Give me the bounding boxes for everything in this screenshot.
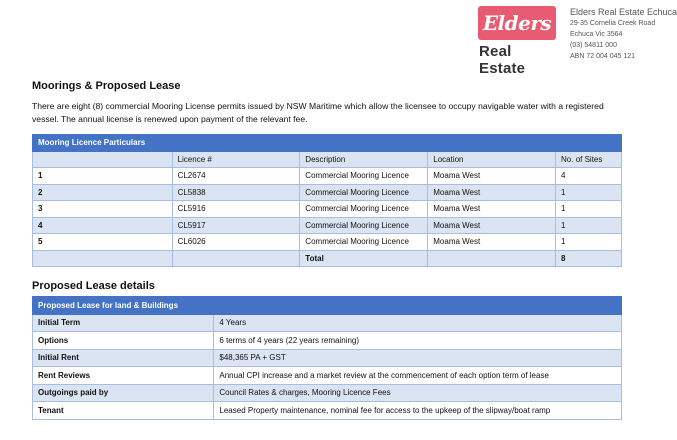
total-label: Total — [300, 250, 428, 267]
table-cell: 1 — [556, 234, 622, 251]
lease-value: Annual CPI increase and a market review at the commencement of each option term of lease — [214, 367, 622, 385]
table-row — [33, 314, 622, 332]
lease-label: Initial Term — [33, 314, 214, 332]
table-row — [33, 332, 622, 350]
table-cell: CL5917 — [172, 217, 300, 234]
agency-line: ABN 72 004 045 121 — [570, 53, 635, 60]
table-cell: Moama West — [428, 184, 556, 201]
table-title-row — [33, 297, 622, 315]
table-row — [33, 384, 622, 402]
agency-details — [570, 7, 677, 62]
elders-logo — [478, 6, 556, 40]
table-cell: 3 — [33, 201, 173, 218]
table-row — [33, 234, 622, 251]
lease-value: 4 Years — [214, 314, 622, 332]
lease-value: $48,365 PA + GST — [214, 349, 622, 367]
lease-value: 6 terms of 4 years (22 years remaining) — [214, 332, 622, 350]
agency-line: (03) 54811 000 — [570, 42, 617, 49]
mooring-licence-table — [32, 134, 622, 267]
table-row — [33, 184, 622, 201]
table-cell: 1 — [556, 184, 622, 201]
table-cell: Commercial Mooring Licence — [300, 184, 428, 201]
table-cell: Commercial Mooring Licence — [300, 168, 428, 185]
table-cell: CL6026 — [172, 234, 300, 251]
total-value: 8 — [556, 250, 622, 267]
table-cell: Moama West — [428, 168, 556, 185]
logo-subtitle: Real Estate — [479, 43, 526, 77]
table-cell: 4 — [33, 217, 173, 234]
moorings-title: Moorings & Proposed Lease — [32, 80, 181, 92]
table-cell — [428, 250, 556, 267]
table-cell: 2 — [33, 184, 173, 201]
table-title: Mooring Licence Particulars — [33, 135, 622, 152]
column-header: Description — [300, 151, 428, 168]
logo-text: Elders — [482, 11, 552, 35]
proposed-lease-table — [32, 296, 622, 420]
agency-line: 29-35 Cornelia Creek Road — [570, 20, 656, 27]
column-header: No. of Sites — [556, 151, 622, 168]
table-cell: 1 — [556, 217, 622, 234]
table-row — [33, 168, 622, 185]
table-cell: Commercial Mooring Licence — [300, 201, 428, 218]
table-cell: Moama West — [428, 217, 556, 234]
column-header: Location — [428, 151, 556, 168]
lease-label: Initial Rent — [33, 349, 214, 367]
table-cell: CL5916 — [172, 201, 300, 218]
lease-label: Options — [33, 332, 214, 350]
lease-label: Outgoings paid by — [33, 384, 214, 402]
agency-line: Echuca Vic 3564 — [570, 31, 623, 38]
table-cell: Moama West — [428, 201, 556, 218]
table-cell — [172, 250, 300, 267]
lease-title: Proposed Lease details — [32, 280, 155, 292]
column-header — [33, 151, 173, 168]
table-cell: Moama West — [428, 234, 556, 251]
agency-line: Elders Real Estate Echuca — [570, 7, 677, 17]
table-title-row — [33, 135, 622, 152]
lease-value: Leased Property maintenance, nominal fee for access to the upkeep of the slipway/boat ramp — [214, 402, 622, 420]
lease-label: Rent Reviews — [33, 367, 214, 385]
table-cell: 4 — [556, 168, 622, 185]
lease-value: Council Rates & charges, Mooring Licence Fees — [214, 384, 622, 402]
table-row — [33, 402, 622, 420]
table-title: Proposed Lease for land & Buildings — [33, 297, 622, 315]
table-row — [33, 367, 622, 385]
table-cell: CL2674 — [172, 168, 300, 185]
table-cell — [33, 250, 173, 267]
table-cell: 1 — [556, 201, 622, 218]
table-cell: Commercial Mooring Licence — [300, 217, 428, 234]
table-cell: Commercial Mooring Licence — [300, 234, 428, 251]
table-total-row — [33, 250, 622, 267]
table-row — [33, 349, 622, 367]
column-header: Licence # — [172, 151, 300, 168]
lease-label: Tenant — [33, 402, 214, 420]
table-cell: CL5838 — [172, 184, 300, 201]
table-cell: 1 — [33, 168, 173, 185]
table-header-row — [33, 151, 622, 168]
table-row — [33, 201, 622, 218]
table-row — [33, 217, 622, 234]
table-cell: 5 — [33, 234, 173, 251]
moorings-paragraph: There are eight (8) commercial Mooring License permits issued by NSW Maritime which allow the licensee to occupy navigable water with a registered vessel. The annual license is renewed upon payment of the relevant fee. — [32, 101, 604, 124]
